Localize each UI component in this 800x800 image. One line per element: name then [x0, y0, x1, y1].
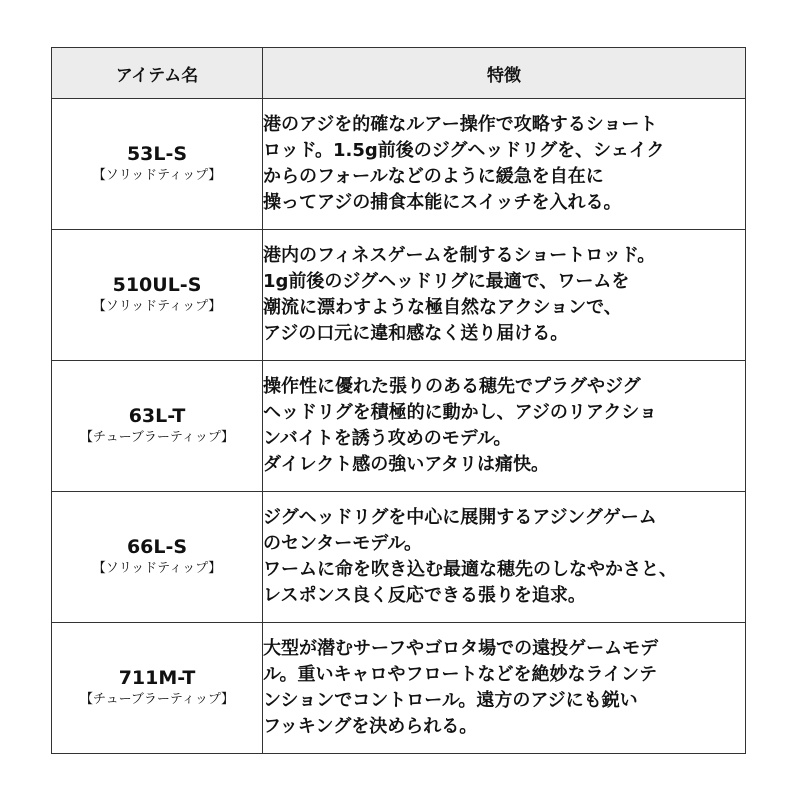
header-item-name: アイテム名	[52, 48, 263, 99]
item-name-cell	[52, 492, 263, 623]
feature-cell	[263, 230, 746, 361]
model-name: 63L-T	[128, 405, 186, 427]
model-name: 66L-S	[126, 536, 188, 558]
feature-text-line: ロッド。1.5g前後のジグヘッドリグを、シェイク	[263, 140, 665, 161]
feature-text-line: のセンターモデル。	[263, 533, 422, 554]
table-row	[52, 99, 746, 230]
product-spec-table	[51, 47, 746, 754]
tip-type: 【ソリッドティップ】	[92, 561, 222, 576]
item-name-cell	[52, 230, 263, 361]
model-name: 53L-S	[126, 143, 188, 165]
feature-text-line: ヘッドリグを積極的に動かし、アジのリアクショ	[263, 402, 658, 423]
table-row	[52, 492, 746, 623]
tip-type: 【チューブラーティップ】	[79, 692, 235, 707]
item-name-cell	[52, 623, 263, 754]
feature-text-line: 港内のフィネスゲームを制するショートロッド。	[263, 245, 656, 266]
feature-cell	[263, 492, 746, 623]
table-header-row	[52, 48, 746, 99]
feature-text-line: 大型が潜むサーフやゴロタ場での遠投ゲームモデ	[263, 638, 659, 659]
feature-text-line: 1g前後のジグヘッドリグに最適で、ワームを	[263, 271, 630, 292]
feature-text-line: ル。重いキャロやフロートなどを絶妙なラインテ	[263, 664, 658, 685]
feature-text-line: ワームに命を吹き込む最適な穂先のしなやかさと、	[263, 559, 677, 580]
table-row	[52, 623, 746, 754]
tip-type: 【ソリッドティップ】	[92, 299, 222, 314]
feature-text-line: 港のアジを的確なルアー操作で攻略するショート	[263, 114, 658, 135]
tip-type: 【ソリッドティップ】	[92, 168, 222, 183]
tip-type: 【チューブラーティップ】	[79, 430, 235, 445]
model-name: 711M-T	[118, 667, 196, 689]
feature-text-line: アジの口元に違和感なく送り届ける。	[263, 323, 569, 344]
feature-text-line: 潮流に漂わすような極自然なアクションで、	[263, 297, 622, 318]
feature-text-line: ジグヘッドリグを中心に展開するアジングゲーム	[263, 507, 657, 528]
header-feature: 特徴	[263, 48, 746, 99]
model-name: 510UL-S	[112, 274, 202, 296]
feature-text-line: フッキングを決められる。	[263, 716, 478, 737]
table-row	[52, 230, 746, 361]
feature-text-line: からのフォールなどのように緩急を自在に	[263, 166, 604, 187]
feature-cell	[263, 99, 746, 230]
feature-text-line: 操作性に優れた張りのある穂先でプラグやジグ	[263, 376, 641, 397]
table-row	[52, 361, 746, 492]
feature-cell	[263, 361, 746, 492]
feature-text-line: 操ってアジの捕食本能にスイッチを入れる。	[263, 192, 622, 213]
item-name-cell	[52, 361, 263, 492]
item-name-cell	[52, 99, 263, 230]
feature-text-line: ンションでコントロール。遠方のアジにも鋭い	[263, 690, 638, 711]
feature-cell	[263, 623, 746, 754]
feature-text-line: ンバイトを誘う攻めのモデル。	[263, 428, 512, 449]
feature-text-line: レスポンス良く反応できる張りを追求。	[263, 585, 586, 606]
feature-text-line: ダイレクト感の強いアタリは痛快。	[263, 454, 550, 475]
